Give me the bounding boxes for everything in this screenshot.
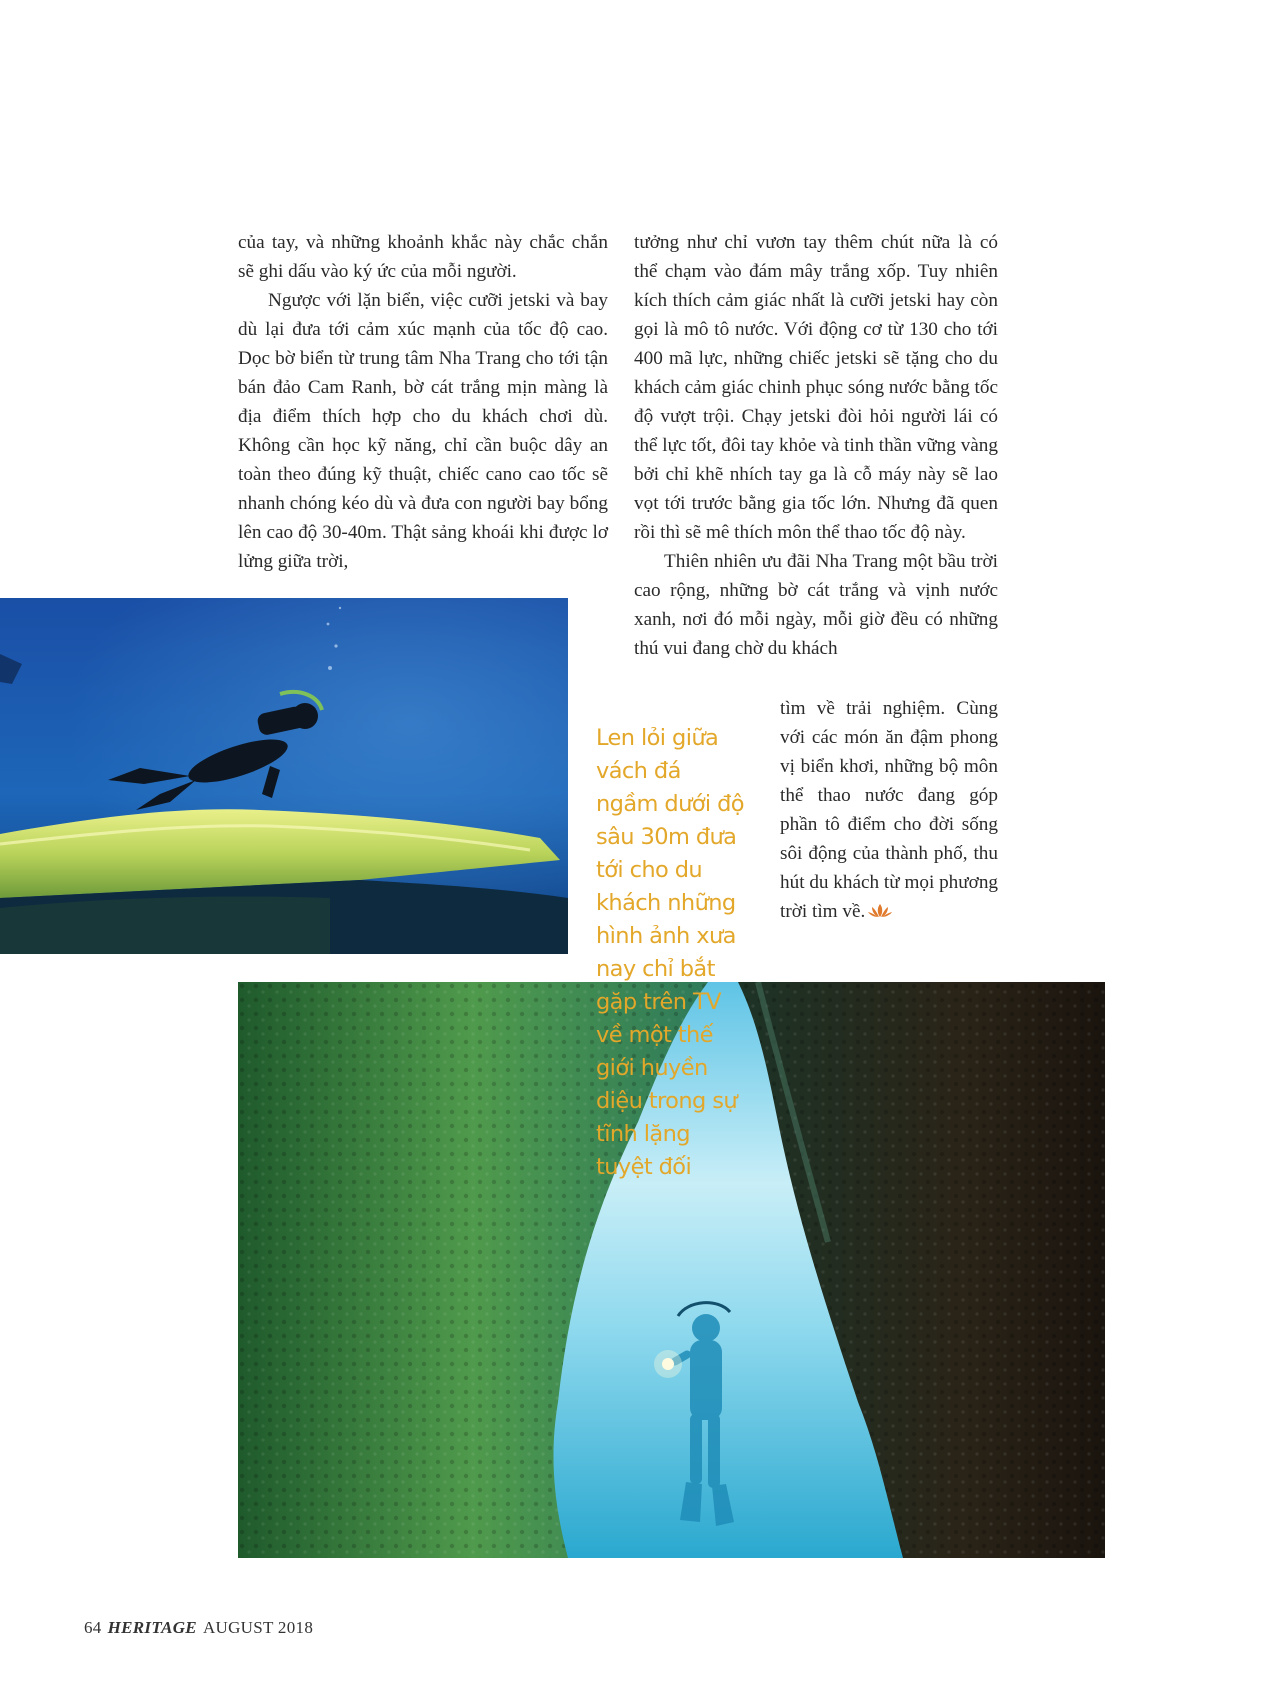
article-paragraph: Ngược với lặn biển, việc cưỡi jetski và bay dù lại đưa tới cảm xúc mạnh của tốc độ cao. Dọc bờ biển từ trung tâm Nha Trang cho tới tận bán đảo Cam Ranh, bờ cát trắng mịn màng là địa điểm thích hợp cho du khách chơi dù. Không cần học kỹ năng, chỉ cần buộc dây an toàn theo đúng kỹ thuật, chiếc cano cao tốc sẽ nhanh chóng kéo dù và đưa con người bay bổng lên cao độ 30-40m. Thật sảng khoái khi được lơ lửng giữa trời, bbox=[238, 290, 608, 572]
photo-diver-over-coral bbox=[0, 598, 568, 954]
article-paragraph: tưởng như chỉ vươn tay thêm chút nữa là có thể chạm vào đám mây trắng xốp. Tuy nhiên kích thích cảm giác nhất là cưỡi jetski hay còn gọi là mô tô nước. Với động cơ từ 130 cho tới 400 mã lực, những chiếc jetski sẽ tặng cho du khách cảm giác chinh phục sóng nước bằng tốc độ vượt trội. Chạy jetski đòi hỏi người lái có thể lực tốt, đôi tay khỏe và tinh thần vững vàng bởi chỉ khẽ nhích tay ga là cỗ máy này sẽ lao vọt tới trước bằng gia tốc lớn. Nhưng đã quen rồi thì sẽ mê thích môn thể thao tốc độ này. bbox=[634, 232, 998, 543]
article-column-right bbox=[634, 228, 998, 663]
magazine-name: HERITAGE bbox=[107, 1618, 197, 1637]
lotus-icon bbox=[867, 899, 893, 928]
page-footer bbox=[84, 1618, 319, 1638]
article-paragraph: của tay, và những khoảnh khắc này chắc chắn sẽ ghi dấu vào ký ức của mỗi người. bbox=[238, 232, 608, 282]
issue-date: AUGUST 2018 bbox=[202, 1618, 314, 1637]
article-paragraph: Thiên nhiên ưu đãi Nha Trang một bầu trời cao rộng, những bờ cát trắng và vịnh nước xanh, nơi đó mỗi ngày, mỗi giờ đều có những thú vui đang chờ du khách bbox=[634, 551, 998, 659]
page-number: 64 bbox=[84, 1618, 102, 1637]
pull-quote: Len lỏi giữa vách đá ngầm dưới độ sâu 30m đưa tới cho du khách những hình ảnh xưa nay chỉ bắt gặp trên TV về một thế giới huyền diệu trong sự tĩnh lặng tuyệt đối bbox=[596, 725, 744, 1180]
article-column-right-narrow bbox=[780, 694, 998, 928]
article-column-left bbox=[238, 228, 608, 576]
article-paragraph-end bbox=[780, 694, 998, 928]
article-paragraph: tìm về trải nghiệm. Cùng với các món ăn đậm phong vị biển khơi, những bộ môn thể thao nước đang góp phần tô điểm cho đời sống sôi động của thành phố, thu hút du khách từ mọi phương trời tìm về. bbox=[780, 698, 999, 922]
